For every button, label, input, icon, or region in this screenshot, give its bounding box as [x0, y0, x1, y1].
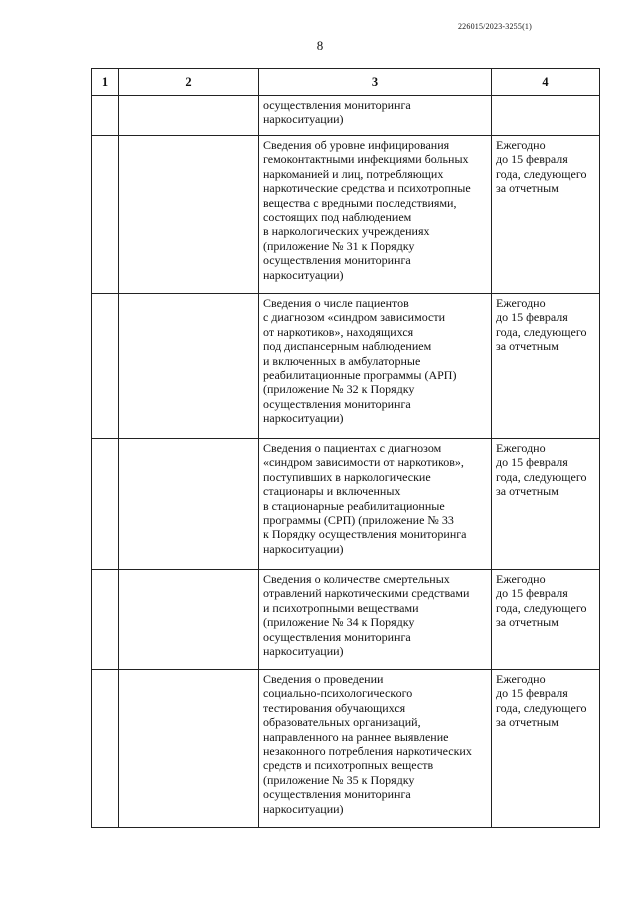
column-header: 3: [259, 69, 492, 96]
table-cell-deadline: [492, 136, 600, 294]
page-number: 8: [316, 38, 324, 53]
description-text: Сведения о количестве смертельных отравлений наркотическими средствами и психотропными веществами (приложение № 34 к Порядку осуществления мониторинга наркоситуации): [263, 572, 470, 659]
table-row: [92, 294, 600, 439]
deadline-text: Ежегодно до 15 февраля года, следующего за отчетным: [496, 572, 587, 630]
table-cell-form: [119, 96, 259, 136]
table-cell-number: [92, 570, 119, 670]
table-cell-number: [92, 670, 119, 828]
table-row: [92, 670, 600, 828]
table-cell-deadline: [492, 96, 600, 136]
table-cell-number: [92, 96, 119, 136]
table-row: [92, 439, 600, 570]
table-cell-form: [119, 439, 259, 570]
deadline-text: Ежегодно до 15 февраля года, следующего за отчетным: [496, 138, 587, 196]
table-cell-description: [259, 439, 492, 570]
table-cell-description: [259, 570, 492, 670]
table-cell-form: [119, 570, 259, 670]
table-cell-description: [259, 670, 492, 828]
description-text: Сведения о числе пациентов с диагнозом «синдром зависимости от наркотиков», находящихся под диспансерным наблюдением и включенных в амбулаторные реабилитационные программы (АРП) (приложение № 32 к Порядку осуществления мониторинга наркоситуации): [263, 296, 457, 426]
table-cell-description: [259, 96, 492, 136]
deadline-text: Ежегодно до 15 февраля года, следующего за отчетным: [496, 441, 587, 499]
column-header: 2: [119, 69, 259, 96]
description-text: Сведения об уровне инфицирования гемоконтактными инфекциями больных наркоманией и лиц, потребляющих наркотические средства и психотропные вещества с вредными последствиями, состоящих под наблюдением в наркологических учреждениях (приложение № 31 к Порядку осуществления мониторинга наркоситуации): [263, 138, 471, 282]
table-cell-deadline: [492, 670, 600, 828]
table-row: [92, 570, 600, 670]
deadline-text: Ежегодно до 15 февраля года, следующего за отчетным: [496, 296, 587, 354]
column-header: 1: [92, 69, 119, 96]
table-row: [92, 96, 600, 136]
table-cell-number: [92, 136, 119, 294]
table-header-row: [92, 69, 600, 96]
deadline-text: Ежегодно до 15 февраля года, следующего за отчетным: [496, 672, 587, 730]
description-text: Сведения о пациентах с диагнозом «синдром зависимости от наркотиков», поступивших в наркологические стационары и включенных в стационарные реабилитационные программы (СРП) (приложение № 33 к Порядку осуществления мониторинга наркоситуации): [263, 441, 467, 556]
table-cell-number: [92, 439, 119, 570]
monitoring-table: [91, 68, 600, 828]
table-row: [92, 136, 600, 294]
table-cell-deadline: [492, 570, 600, 670]
document-id: 226015/2023-3255(1): [457, 22, 532, 31]
table-cell-number: [92, 294, 119, 439]
description-text: осуществления мониторинга наркоситуации): [263, 98, 411, 127]
description-text: Сведения о проведении социально-психологического тестирования обучающихся образовательных организаций, направленного на раннее выявление незаконного потребления наркотических средств и психотропных веществ (приложение № 35 к Порядку осуществления мониторинга наркоситуации): [263, 672, 472, 816]
table-cell-form: [119, 294, 259, 439]
table-cell-description: [259, 294, 492, 439]
table-cell-deadline: [492, 439, 600, 570]
column-header: 4: [492, 69, 600, 96]
table-cell-deadline: [492, 294, 600, 439]
table-cell-form: [119, 136, 259, 294]
table-cell-description: [259, 136, 492, 294]
table-cell-form: [119, 670, 259, 828]
